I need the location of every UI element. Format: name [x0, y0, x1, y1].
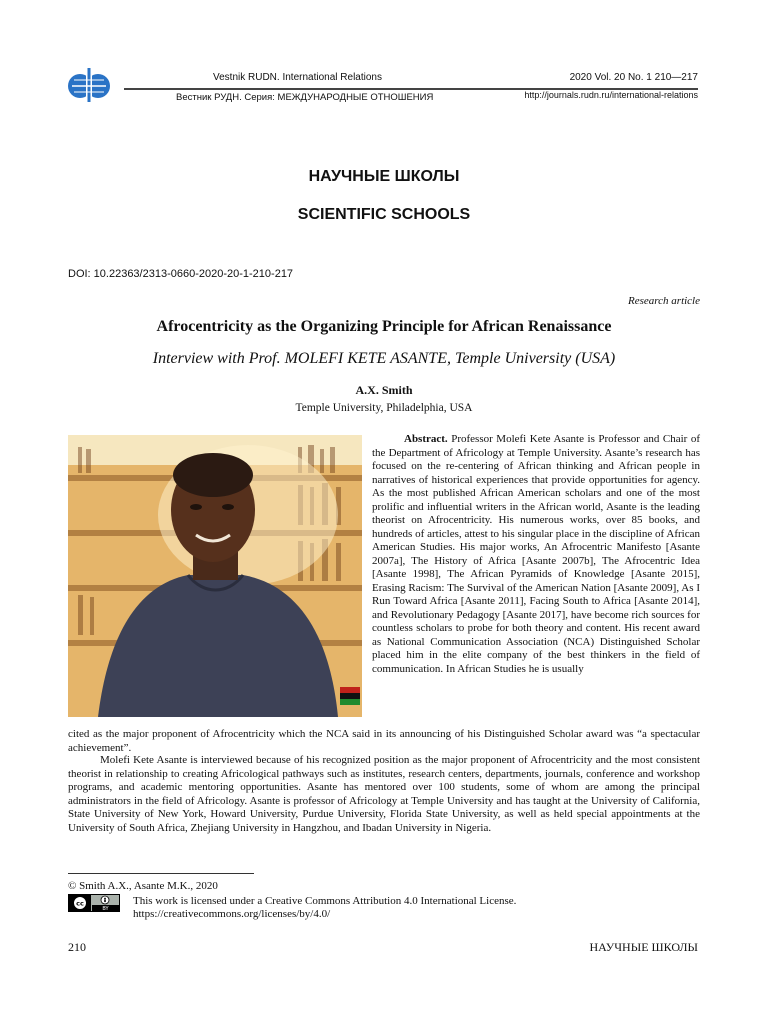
journal-title-ru: Вестник РУДН. Серия: МЕЖДУНАРОДНЫЕ ОТНОШЕНИЯ: [176, 92, 434, 103]
article-title: Afrocentricity as the Organizing Principle for African Renaissance: [156, 318, 612, 335]
svg-text:cc: cc: [76, 899, 84, 908]
doi[interactable]: DOI: 10.22363/2313-0660-2020-20-1-210-217: [68, 268, 294, 280]
article-type: Research article: [628, 295, 700, 307]
footer-section-name: НАУЧНЫЕ ШКОЛЫ: [589, 940, 698, 954]
section-heading-en: SCIENTIFIC SCHOOLS: [297, 206, 471, 223]
abstract-text: Professor Molefi Kete Asante is Professor and Chair of the Department of Africology at Temple University. Asante’s research has focused on the re-centering of African thinking and African people in narratives of historical experiences that provide opportunities for agency. As the most published African American scholars and one of the most prolific and influential writers in the African world, Asante is the leading theorist on Afrocentricity. His numerous works, over 85 books, and hundreds of articles, attest to his singular place in the discipline of African American Studies. His major works, An Afrocentric Manifesto [Asante 2007a], The History of Africa [Asante 2007b], The Afrocentric Idea [Asante 1998], The African Pyramids of Knowledge [Asante 2015], Erasing Racism: The Survival of the American Nation [Asante 2009], As I Run Toward Africa [Asante 2011], Facing South to Africa [Asante 2014], and Revolutionary Pedagogy [Asante 2017], have become rich sources for countless scholars to probe for both theory and content. His recent award as National Communication Association (NCA) Distinguished Scholar placed him in the elite company of the best thinkers in the field of communication. In African Studies he is usually: [372, 433, 700, 675]
copyright-notice: © Smith A.X., Asante M.K., 2020: [68, 880, 218, 892]
abstract-label: Abstract.: [404, 433, 448, 445]
journal-title-en: Vestnik RUDN. International Relations: [213, 72, 382, 83]
author-affiliation: Temple University, Philadelphia, USA: [295, 402, 473, 414]
abstract-continuation: cited as the major proponent of Afrocentricity which the NCA said in its announcing of his Distinguished Scholar award was “a spectacular achievement”.: [68, 728, 700, 754]
issue-info: 2020 Vol. 20 No. 1 210—217: [569, 72, 698, 83]
abstract: [372, 433, 700, 676]
author-name: A.X. Smith: [355, 383, 413, 397]
footnote-rule: [68, 873, 254, 874]
license-line: This work is licensed under a Creative Commons Attribution 4.0 International License.: [133, 895, 517, 907]
journal-logo: [66, 66, 112, 104]
license-text: [133, 895, 516, 921]
cc-by-license-badge[interactable]: [68, 894, 120, 912]
license-url[interactable]: https://creativecommons.org/licenses/by/4.0/: [133, 908, 331, 920]
journal-url[interactable]: http://journals.rudn.ru/international-relations: [524, 90, 698, 100]
portrait-photo: [68, 435, 362, 717]
body-paragraph: Molefi Kete Asante is interviewed because of his recognized position as the major proponent of Afrocentricity and the most consistent theorist in relationship to creating Africological pathways such as institutes, research centers, departments, journals, conference and workshop programs, and academic mentoring opportunities. Asante has mentored over 100 students, some of whom are among the principal administrators in the field of Africology. Asante is professor of Africology at Temple University and has taught at the University of California, State University of New York, Howard University, Purdue University, Florida State University, as well as held special appointments at the University of South Africa, Zhejiang University in Hangzhou, and Ibadan University in Nigeria.: [68, 754, 700, 834]
section-heading-ru: НАУЧНЫЕ ШКОЛЫ: [308, 168, 460, 185]
cc-badge-text: BY: [102, 906, 109, 912]
page-number: 210: [68, 940, 86, 954]
article-subtitle: Interview with Prof. MOLEFI KETE ASANTE, Temple University (USA): [152, 350, 616, 367]
